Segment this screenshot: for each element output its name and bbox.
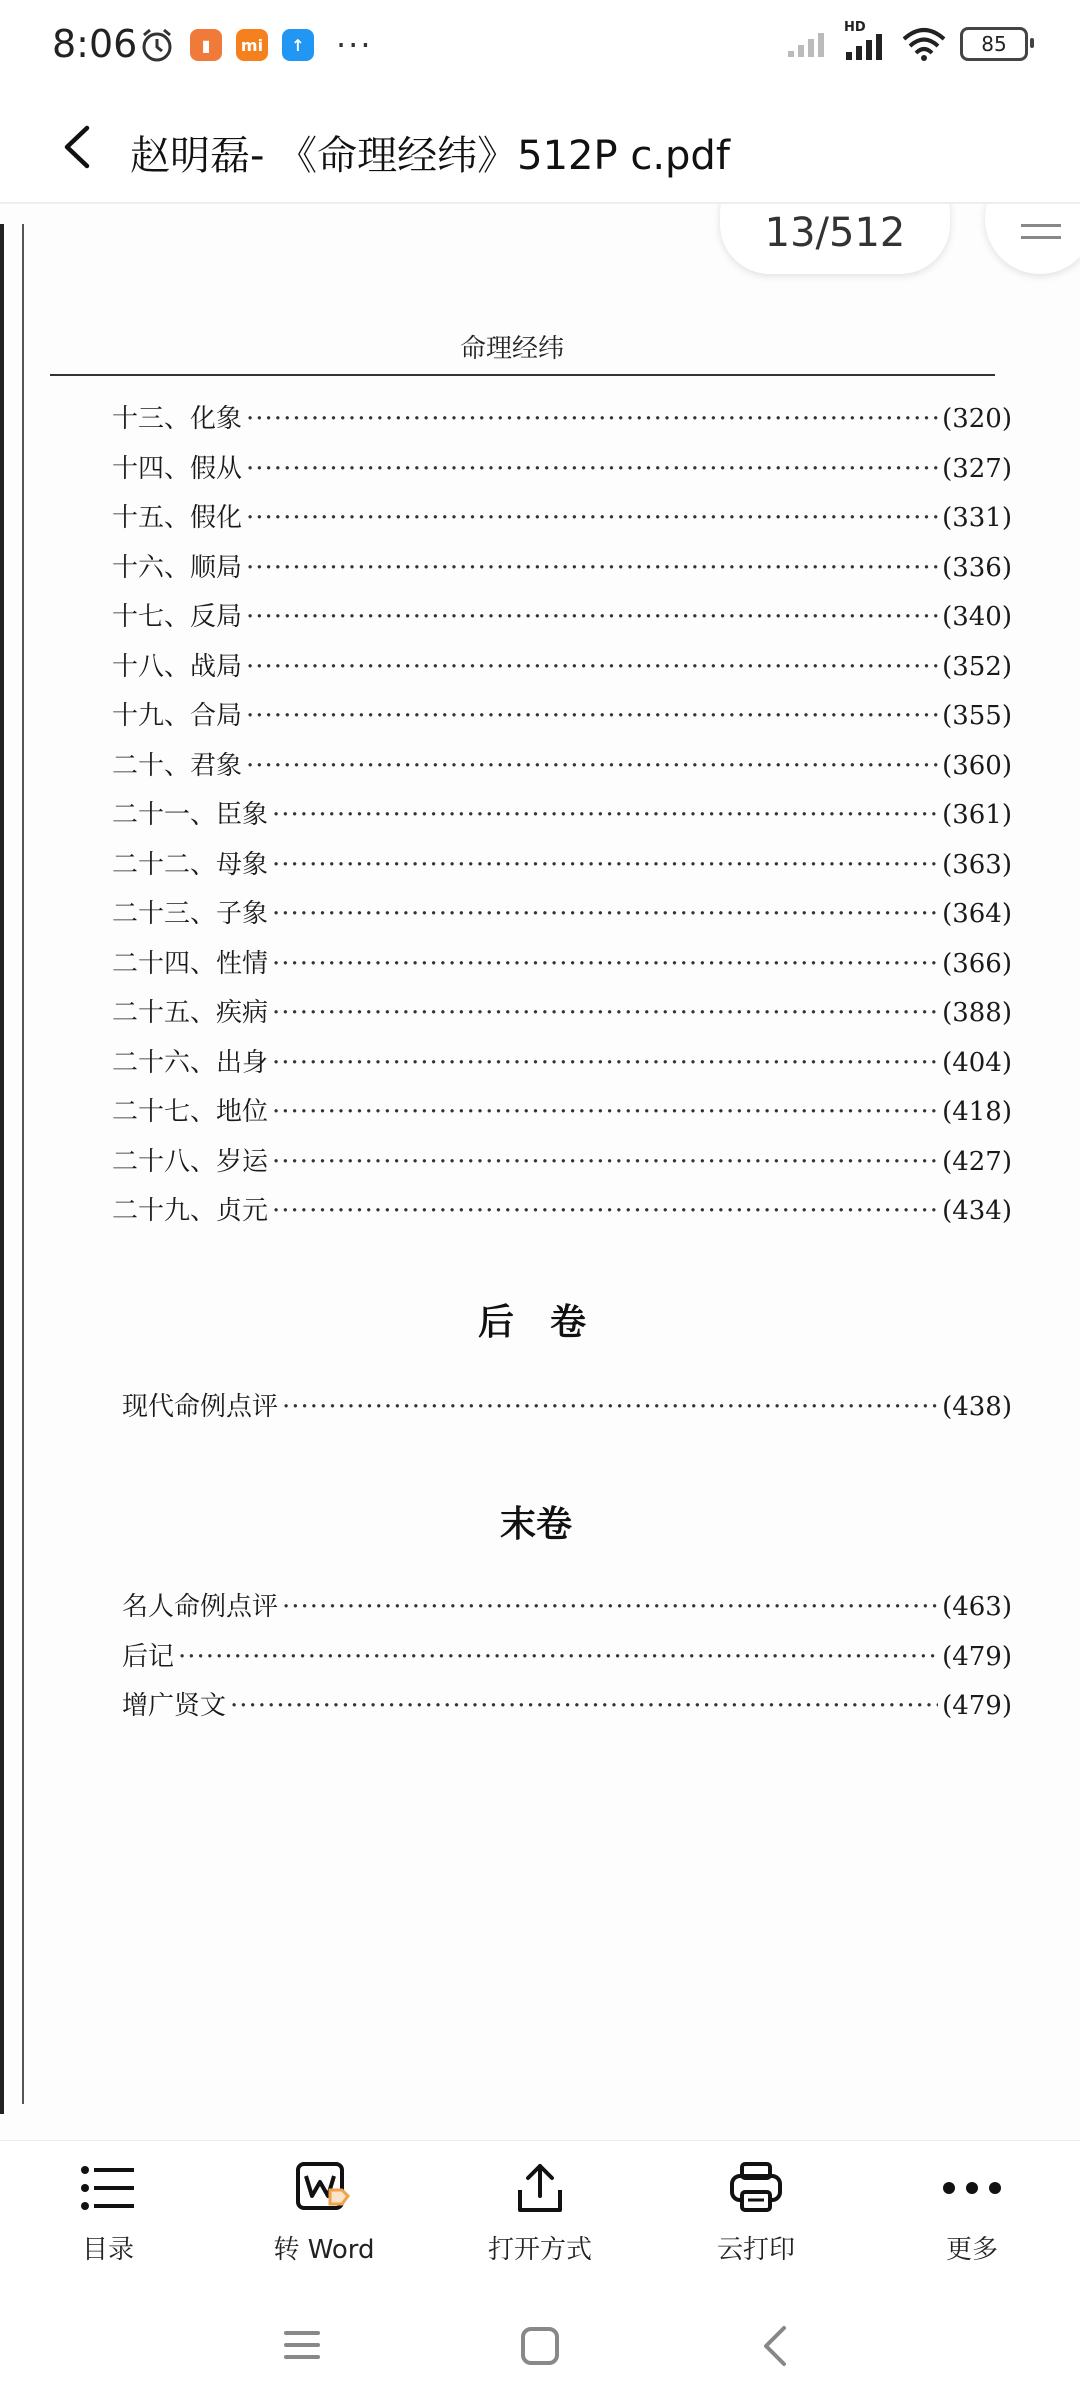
toc-entry-title: 十八、战局 [112,651,243,682]
toc-entry-page: (360) [942,750,1012,781]
status-bar [0,0,1080,90]
toc-entry-page: (352) [942,651,1012,682]
toc-leader-dots [272,1048,938,1078]
toc-entry-title: 二十八、岁运 [112,1146,269,1177]
toc-leader-dots [246,652,938,682]
toc-entry[interactable] [112,497,1012,547]
header-rule [50,374,995,376]
toc-entry[interactable] [112,1091,1012,1141]
menu-line [1021,224,1061,227]
toc-entry-title: 二十、君象 [112,750,243,781]
cloud-print-button[interactable] [666,2153,846,2266]
toc-entry[interactable] [112,794,1012,844]
alarm-icon [138,26,176,64]
toc-entry-title: 十五、假化 [112,503,243,533]
mi-app-icon: mi [236,29,268,61]
status-icons-right [786,20,1028,62]
toc-leader-dots [246,602,938,632]
toc-entry[interactable] [112,893,1012,943]
toc-entry[interactable] [122,1636,1012,1686]
toc-leader-dots [272,899,938,929]
toc-entry[interactable] [112,745,1012,795]
toc-entry[interactable] [112,596,1012,646]
toc-entry[interactable] [112,1042,1012,1092]
toc-entry-page: (479) [942,1691,1012,1721]
toc-entry-page: (434) [942,1196,1012,1226]
toc-entry[interactable] [112,1141,1012,1191]
toc-entry-page: (355) [942,701,1012,731]
orange-app-icon: ▮ [190,29,222,61]
toc-entry-page: (479) [942,1641,1012,1672]
page-indicator[interactable]: 13/512 [720,204,950,274]
toc-entry-title: 二十一、臣象 [112,800,269,830]
menu-line [1021,236,1061,239]
toc-entry-title: 十七、反局 [112,602,243,632]
battery-icon [960,27,1028,61]
word-convert-icon [234,2153,414,2223]
toc-leader-dots [272,800,938,830]
toc-entry-page: (366) [942,948,1012,979]
more-label: 更多 [945,2235,998,2265]
open-with-button[interactable] [450,2153,630,2266]
page-edge [0,224,4,2114]
toc-entry-page: (364) [942,899,1012,929]
page-menu-button[interactable] [985,204,1080,274]
toc-entry-page: (438) [942,1392,1012,1422]
toc-entry-title: 二十二、母象 [112,849,269,880]
toc-entry[interactable] [112,448,1012,498]
toc-entry-title: 十九、合局 [112,701,243,731]
toc-entry[interactable] [122,1586,1012,1636]
status-icons-left [138,26,373,64]
toc-leader-dots [282,1392,938,1422]
toc-entry-title: 二十三、子象 [112,899,269,929]
wifi-icon [902,27,946,61]
toc-entry-title: 十六、顺局 [112,552,243,583]
open-with-label: 打开方式 [487,2235,592,2265]
more-icon [882,2153,1062,2223]
toc-leader-dots [246,503,938,533]
toc-leader-dots [272,949,938,979]
status-time: 8:06 [52,22,138,66]
battery-level: 85 [981,32,1007,56]
share-icon [450,2153,630,2223]
toc-end-list [122,1586,1012,1735]
toc-entry-title: 二十七、地位 [112,1097,269,1127]
toc-entry-page: (331) [942,503,1012,533]
toc-leader-dots [272,1097,938,1127]
toc-entry[interactable] [112,695,1012,745]
printer-icon [666,2153,846,2223]
system-back-icon[interactable] [760,2324,790,2368]
toc-entry-page: (336) [942,552,1012,583]
toc-entry-title: 十三、化象 [112,404,243,434]
toc-entry-page: (340) [942,602,1012,632]
pdf-page-view[interactable] [0,204,1080,2139]
toc-entry-page: (418) [942,1097,1012,1127]
network-type: HD [844,20,866,35]
toc-leader-dots [272,1196,938,1226]
toc-entry-title: 二十五、疾病 [112,998,269,1028]
toc-entry-title: 十四、假从 [112,453,243,484]
recents-menu-icon[interactable] [282,2328,322,2362]
section-title-end: 末卷 [500,1503,573,1545]
page-header: 命理经纬 [460,334,565,364]
toc-button-label: 目录 [81,2235,134,2265]
convert-word-label: 转 Word [273,2235,375,2265]
toc-entry[interactable] [122,1685,1012,1735]
toc-entry[interactable] [112,943,1012,993]
home-icon[interactable] [520,2326,560,2366]
list-icon [18,2153,198,2223]
back-arrow-icon[interactable] [55,122,105,172]
toc-entry-title: 二十四、性情 [112,948,269,979]
toc-leader-dots [246,701,938,731]
toc-entry-title: 现代命例点评 [122,1392,279,1422]
toc-entry-title: 名人命例点评 [122,1592,279,1622]
bottom-toolbar [0,2140,1080,2291]
toc-leader-dots [230,1691,938,1721]
signal-icon [844,20,888,62]
signal-muted-icon [786,29,830,59]
toc-leader-dots [272,1147,938,1177]
toc-leader-dots [246,404,938,434]
toc-entry-page: (363) [942,849,1012,880]
toc-entry-page: (320) [942,404,1012,434]
page-margin-line [22,224,24,2104]
cloud-print-label: 云打印 [716,2235,795,2265]
toc-leader-dots [282,1592,938,1622]
app-bar [0,100,1080,200]
toc-leader-dots [246,454,938,484]
toc-leader-dots [178,1642,938,1672]
upload-app-icon: ↑ [282,29,314,61]
toc-entry-title: 后记 [122,1641,175,1672]
convert-word-button[interactable] [234,2153,414,2266]
more-button[interactable] [882,2153,1062,2266]
toc-leader-dots [246,553,938,583]
toc-leader-dots [272,850,938,880]
toc-leader-dots [272,998,938,1028]
toc-entry-page: (327) [942,453,1012,484]
toc-entry[interactable] [112,1190,1012,1240]
section-title-back: 后 卷 [478,1301,587,1343]
toc-entry-page: (427) [942,1146,1012,1177]
toc-entry-page: (361) [942,800,1012,830]
toc-back-list [122,1386,1012,1436]
toc-button[interactable] [18,2153,198,2266]
signal-bars-icon [844,32,888,62]
system-nav-bar [0,2290,1080,2400]
toc-entry-title: 二十六、出身 [112,1047,269,1078]
toc-main-list [112,398,1012,1240]
toc-entry[interactable] [112,398,1012,448]
toc-entry-page: (404) [942,1047,1012,1078]
toc-entry-page: (463) [942,1592,1012,1622]
toc-entry[interactable] [112,547,1012,597]
toc-entry-title: 二十九、贞元 [112,1196,269,1226]
document-title: 赵明磊- 《命理经纬》512P c.pdf [130,133,730,179]
toc-entry[interactable] [112,646,1012,696]
toc-entry[interactable] [112,992,1012,1042]
toc-entry[interactable] [122,1386,1012,1436]
more-notifications-icon: ··· [336,26,373,64]
toc-entry-page: (388) [942,998,1012,1028]
toc-entry-title: 增广贤文 [122,1691,227,1721]
toc-entry[interactable] [112,844,1012,894]
toc-leader-dots [246,751,938,781]
